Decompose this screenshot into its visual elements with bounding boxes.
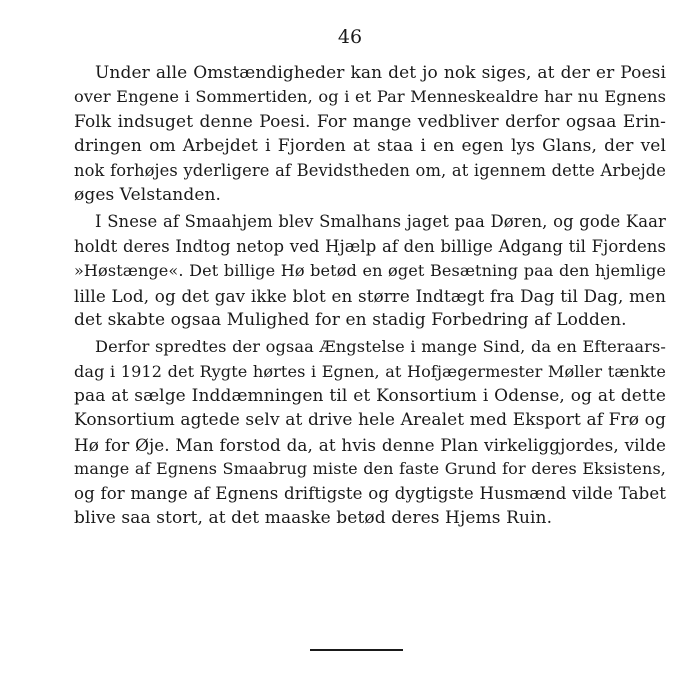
paragraph-line: nok forhøjes yderligere af Bevidstheden om, at igennem dette Arbejde — [74, 160, 666, 180]
page-number: 46 — [337, 26, 363, 48]
paragraph-line: Hø for Øje. Man forstod da, at hvis denne Plan virkeliggjordes, vilde — [74, 434, 666, 455]
paragraph-line: øges Velstanden. — [74, 184, 222, 205]
paragraph-line: paa at sælge Inddæmningen til et Konsortium i Odense, og at dette — [74, 386, 666, 407]
text-body — [74, 61, 666, 530]
paragraph-line: »Høstænge«. Det billige Hø betød en øget Besætning paa den hjemlige — [74, 261, 666, 281]
paragraph-line: Konsortium agtede selv at drive hele Arealet med Eksport af Frø og — [74, 410, 666, 431]
paragraph-line: dringen om Arbejdet i Fjorden at staa i en egen lys Glans, der vel — [74, 136, 666, 157]
paragraph-line: blive saa stort, at det maaske betød deres Hjems Ruin. — [74, 508, 553, 529]
paragraph-line: I Snese af Smaahjem blev Smalhans jaget paa Døren, og gode Kaar — [95, 212, 666, 232]
paragraph-line: lille Lod, og det gav ikke blot en større Indtægt fra Dag til Dag, men — [74, 285, 666, 306]
paragraph-line: dag i 1912 det Rygte hørtes i Egnen, at Hofjægermester Møller tænkte — [74, 361, 666, 381]
paragraph-line: Under alle Omstændigheder kan det jo nok siges, at der er Poesi — [95, 63, 666, 83]
paragraph-line: mange af Egnens Smaabrug miste den faste Grund for deres Eksistens, — [74, 459, 666, 479]
paragraph-line: Derfor spredtes der ogsaa Ængstelse i mange Sind, da en Efteraars- — [95, 337, 666, 357]
paragraph-line: og for mange af Egnens driftigste og dygtigste Husmænd vilde Tabet — [74, 483, 666, 503]
paragraph-line: det skabte ogsaa Mulighed for en stadig Forbedring af Lodden. — [74, 309, 627, 330]
paragraph-2 — [74, 210, 666, 332]
paragraph-line: over Engene i Sommertiden, og i et Par Menneskealdre har nu Egnens — [74, 87, 666, 107]
paragraph-3 — [74, 335, 666, 530]
section-end-rule — [310, 649, 403, 651]
paragraph-line: Folk indsuget denne Poesi. For mange vedbliver derfor ogsaa Erin- — [74, 111, 666, 132]
paragraph-line: holdt deres Indtog netop ved Hjælp af den billige Adgang til Fjordens — [74, 236, 666, 256]
paragraph-1 — [74, 61, 666, 207]
